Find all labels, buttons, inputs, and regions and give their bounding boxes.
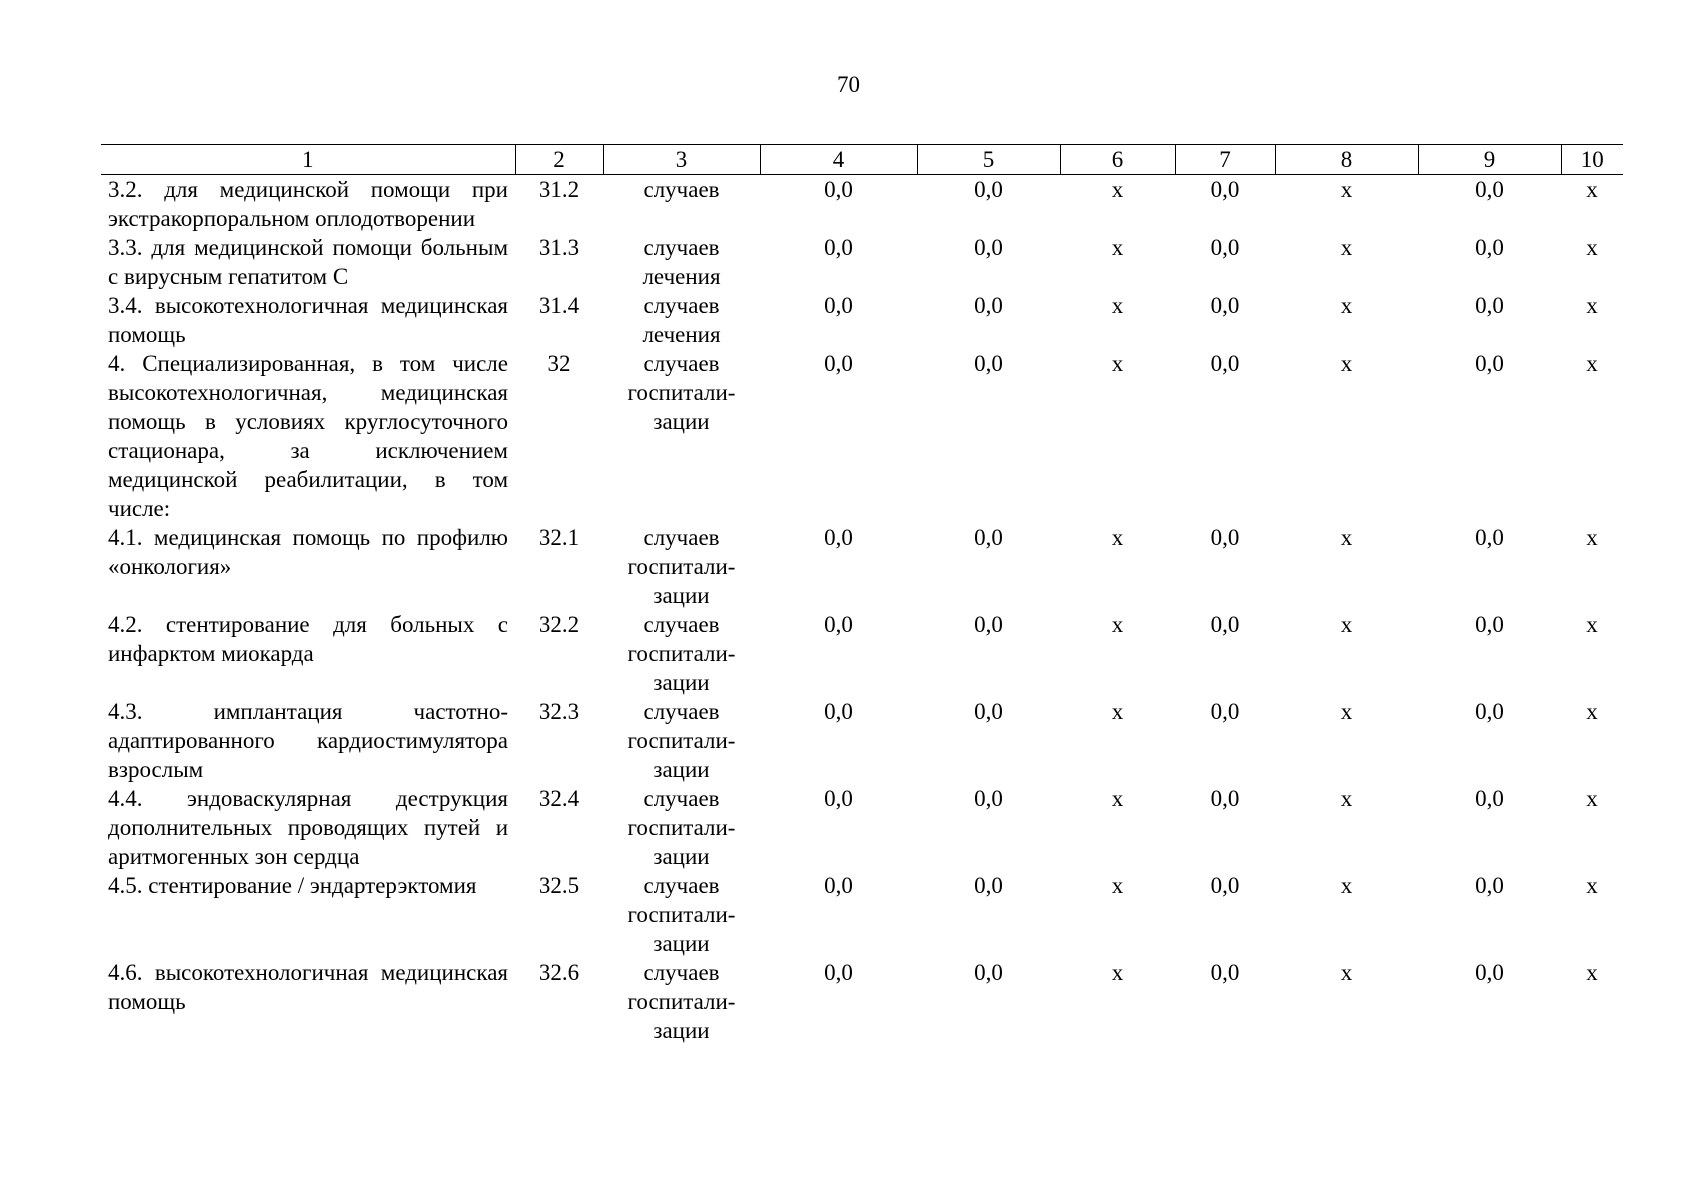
column-header: 6 — [1060, 145, 1175, 175]
value-cell: х — [1111, 177, 1124, 202]
table-row — [101, 175, 1623, 234]
value-cell: 0,0 — [1210, 351, 1240, 376]
row-code-cell: 32.6 — [538, 960, 580, 985]
table-row — [101, 523, 1623, 610]
value-cell: х — [1586, 525, 1598, 550]
value-cell: 0,0 — [1475, 612, 1504, 637]
value-cell: х — [1111, 351, 1124, 376]
value-cell: х — [1111, 525, 1124, 550]
row-name-cell: 3.3. для медицинской помощи больным с вирусным гепатитом С — [108, 235, 508, 289]
value-cell: х — [1586, 786, 1598, 811]
value-cell: 0,0 — [824, 960, 853, 985]
value-cell: 0,0 — [974, 960, 1003, 985]
value-cell: 0,0 — [1475, 786, 1504, 811]
table-row — [101, 349, 1623, 523]
table-header-row — [101, 145, 1623, 175]
row-unit-cell: случаев лечения — [642, 235, 721, 289]
column-header: 7 — [1175, 145, 1275, 175]
row-name-cell: 4.5. стентирование / эндартерэктомия — [108, 873, 477, 898]
value-cell: 0,0 — [1210, 177, 1240, 202]
value-cell: х — [1340, 612, 1353, 637]
value-cell: х — [1111, 699, 1124, 724]
table-row — [101, 233, 1623, 291]
value-cell: х — [1111, 873, 1124, 898]
value-cell: 0,0 — [824, 873, 853, 898]
column-header: 9 — [1418, 145, 1561, 175]
value-cell: 0,0 — [974, 699, 1003, 724]
row-unit-cell: случаев госпитали- зации — [627, 525, 736, 608]
value-cell: 0,0 — [1210, 960, 1240, 985]
value-cell: х — [1340, 699, 1353, 724]
column-header: 2 — [515, 145, 603, 175]
column-header: 5 — [917, 145, 1060, 175]
value-cell: 0,0 — [974, 525, 1003, 550]
value-cell: х — [1340, 873, 1353, 898]
value-cell: х — [1111, 786, 1124, 811]
value-cell: х — [1340, 786, 1353, 811]
table-row — [101, 697, 1623, 784]
row-code-cell: 32.2 — [538, 612, 580, 637]
value-cell: х — [1340, 960, 1353, 985]
value-cell: х — [1111, 960, 1124, 985]
value-cell: 0,0 — [1210, 525, 1240, 550]
value-cell: 0,0 — [974, 873, 1003, 898]
row-unit-cell: случаев госпитали- зации — [627, 699, 736, 782]
row-name-cell: 4.2. стентирование для больных с инфарктом миокарда — [108, 612, 508, 666]
value-cell: 0,0 — [824, 525, 853, 550]
table-row — [101, 291, 1623, 349]
value-cell: 0,0 — [1475, 293, 1504, 318]
page-number: 70 — [837, 72, 860, 97]
value-cell: х — [1586, 873, 1598, 898]
value-cell: 0,0 — [824, 786, 853, 811]
row-unit-cell: случаев госпитали- зации — [627, 612, 736, 695]
value-cell: 0,0 — [974, 612, 1003, 637]
value-cell: х — [1340, 351, 1353, 376]
column-header: 10 — [1561, 145, 1623, 175]
value-cell: 0,0 — [1475, 177, 1504, 202]
value-cell: 0,0 — [1475, 873, 1504, 898]
value-cell: 0,0 — [1210, 235, 1240, 260]
row-unit-cell: случаев госпитали- зации — [627, 351, 736, 434]
value-cell: х — [1586, 177, 1598, 202]
value-cell: 0,0 — [1210, 612, 1240, 637]
value-cell: х — [1586, 235, 1598, 260]
row-unit-cell: случаев лечения — [642, 293, 721, 347]
value-cell: 0,0 — [824, 699, 853, 724]
value-cell: 0,0 — [1475, 699, 1504, 724]
row-code-cell: 31.4 — [538, 293, 580, 318]
row-name-cell: 4. Специализированная, в том числе высокотехнологичная, медицинская помощь в условиях круглосуточного стационара, за исключением медицинской реабилитации, в том числе: — [108, 351, 508, 521]
row-name-cell: 3.4. высокотехнологичная медицинская помощь — [108, 293, 508, 347]
value-cell: х — [1340, 235, 1353, 260]
value-cell: х — [1340, 293, 1353, 318]
row-name-cell: 4.1. медицинская помощь по профилю «онкология» — [108, 525, 508, 579]
value-cell: х — [1340, 177, 1353, 202]
column-header: 8 — [1275, 145, 1418, 175]
value-cell: 0,0 — [974, 177, 1003, 202]
value-cell: 0,0 — [1210, 293, 1240, 318]
value-cell: 0,0 — [824, 612, 853, 637]
row-unit-cell: случаев госпитали- зации — [627, 873, 736, 956]
row-code-cell: 32 — [547, 351, 571, 376]
row-code-cell: 32.1 — [538, 525, 580, 550]
column-header: 4 — [760, 145, 917, 175]
row-code-cell: 31.3 — [538, 235, 580, 260]
value-cell: 0,0 — [1210, 786, 1240, 811]
row-code-cell: 32.5 — [538, 873, 580, 898]
row-code-cell: 31.2 — [538, 177, 580, 202]
row-code-cell: 32.3 — [538, 699, 580, 724]
value-cell: 0,0 — [1210, 873, 1240, 898]
table-body — [101, 175, 1623, 1046]
value-cell: 0,0 — [1210, 699, 1240, 724]
value-cell: х — [1586, 960, 1598, 985]
row-unit-cell: случаев госпитали- зации — [627, 960, 736, 1043]
column-header: 3 — [603, 145, 760, 175]
table-row — [101, 871, 1623, 958]
value-cell: х — [1340, 525, 1353, 550]
value-cell: 0,0 — [824, 235, 853, 260]
row-unit-cell: случаев госпитали- зации — [627, 786, 736, 869]
table-row — [101, 958, 1623, 1045]
value-cell: 0,0 — [1475, 235, 1504, 260]
value-cell: 0,0 — [974, 235, 1003, 260]
value-cell: х — [1586, 293, 1598, 318]
table-row — [101, 784, 1623, 871]
row-code-cell: 32.4 — [538, 786, 580, 811]
data-table — [101, 144, 1623, 1045]
row-unit-cell: случаев — [643, 177, 720, 202]
value-cell: 0,0 — [1475, 960, 1504, 985]
column-header: 1 — [101, 145, 515, 175]
row-name-cell: 4.6. высокотехнологичная медицинская помощь — [108, 960, 508, 1014]
row-name-cell: 4.4. эндоваскулярная деструкция дополнительных проводящих путей и аритмогенных зон сердца — [108, 786, 508, 869]
value-cell: х — [1111, 293, 1124, 318]
value-cell: х — [1586, 612, 1598, 637]
value-cell: 0,0 — [974, 293, 1003, 318]
value-cell: х — [1586, 699, 1598, 724]
value-cell: х — [1586, 351, 1598, 376]
value-cell: 0,0 — [1475, 351, 1504, 376]
value-cell: х — [1111, 612, 1124, 637]
value-cell: 0,0 — [974, 351, 1003, 376]
value-cell: 0,0 — [824, 177, 853, 202]
value-cell: 0,0 — [1475, 525, 1504, 550]
value-cell: 0,0 — [824, 293, 853, 318]
value-cell: 0,0 — [824, 351, 853, 376]
table-row — [101, 610, 1623, 697]
row-name-cell: 3.2. для медицинской помощи при экстракорпоральном оплодотворении — [108, 177, 508, 231]
row-name-cell: 4.3. имплантация частотно-адаптированного кардиостимулятора взрослым — [108, 699, 508, 782]
value-cell: х — [1111, 235, 1124, 260]
value-cell: 0,0 — [974, 786, 1003, 811]
